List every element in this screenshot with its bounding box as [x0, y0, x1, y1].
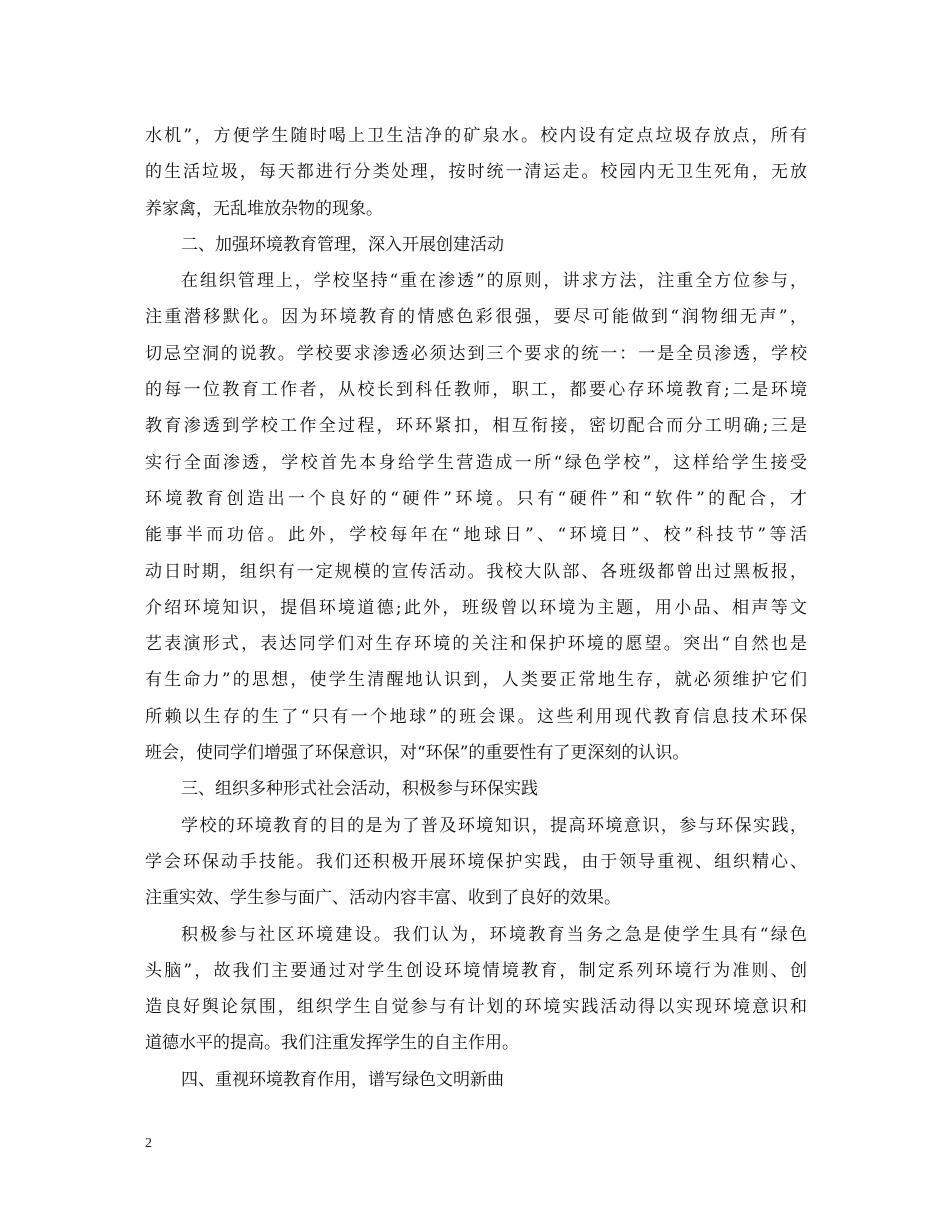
section-heading: 二、加强环境教育管理，深入开展创建活动: [181, 234, 504, 255]
text-line: 注重潜移默化。因为环境教育的情感色彩很强，要尽可能做到“润物细无声”，: [145, 307, 807, 328]
text-line: 动日时期，组织有一定规模的宣传活动。我校大队部、各班级都曾出过黑板报，: [145, 561, 807, 582]
text-line: 的生活垃圾，每天都进行分类处理，按时统一清运走。校园内无卫生死角，无放: [145, 162, 807, 183]
text-line: 道德水平的提高。我们注重发挥学生的自主作用。: [145, 1033, 519, 1054]
section-heading: 四、重视环境教育作用，谱写绿色文明新曲: [181, 1069, 504, 1090]
text-line: 注重实效、学生参与面广、活动内容丰富、收到了良好的效果。: [145, 888, 621, 909]
text-line: 的每一位教育工作者，从校长到科任教师，职工，都要心存环境教育;二是环境: [145, 380, 807, 401]
text-line: 积极参与社区环境建设。我们认为，环境教育当务之急是使学生具有“绿色: [181, 924, 807, 945]
text-line: 有生命力”的思想，使学生清醒地认识到，人类要正常地生存，就必须维护它们: [145, 670, 807, 691]
text-line: 实行全面渗透，学校首先本身给学生营造成一所“绿色学校”，这样给学生接受: [145, 452, 807, 473]
text-line: 切忌空洞的说教。学校要求渗透必须达到三个要求的统一：一是全员渗透，学校: [145, 343, 807, 364]
text-line: 介绍环境知识，提倡环境道德;此外，班级曾以环境为主题，用小品、相声等文: [145, 597, 807, 618]
text-line: 所赖以生存的生了“只有一个地球”的班会课。这些利用现代教育信息技术环保: [145, 706, 807, 727]
text-line: 班会，使同学们增强了环保意识，对“环保”的重要性有了更深刻的认识。: [145, 743, 690, 764]
text-line: 头脑”，故我们主要通过对学生创设环境情境教育，制定系列环境行为准则、创: [145, 960, 807, 981]
text-line: 在组织管理上，学校坚持“重在渗透”的原则，讲求方法，注重全方位参与，: [181, 271, 807, 292]
text-line: 造良好舆论氛围，组织学生自觉参与有计划的环境实践活动得以实现环境意识和: [145, 997, 807, 1018]
text-line: 艺表演形式，表达同学们对生存环境的关注和保护环境的愿望。突出“自然也是: [145, 634, 807, 655]
text-line: 能事半而功倍。此外，学校每年在“地球日”、“环境日”、校”科技节”等活: [145, 525, 807, 546]
text-line: 学校的环境教育的目的是为了普及环境知识，提高环境意识，参与环保实践，: [181, 815, 807, 836]
text-line: 学会环保动手技能。我们还积极开展环境保护实践，由于领导重视、组织精心、: [145, 851, 807, 872]
section-heading: 三、组织多种形式社会活动，积极参与环保实践: [181, 779, 538, 800]
text-line: 养家禽，无乱堆放杂物的现象。: [145, 198, 383, 219]
text-line: 教育渗透到学校工作全过程，环环紧扣，相互衔接，密切配合而分工明确;三是: [145, 416, 807, 437]
text-line: 水机”，方便学生随时喝上卫生洁净的矿泉水。校内设有定点垃圾存放点，所有: [145, 126, 807, 146]
page-number: 2: [145, 1136, 152, 1151]
text-line: 环境教育创造出一个良好的“硬件”环境。只有“硬件”和“软件”的配合，才: [145, 488, 807, 509]
document-body: [145, 118, 807, 1098]
